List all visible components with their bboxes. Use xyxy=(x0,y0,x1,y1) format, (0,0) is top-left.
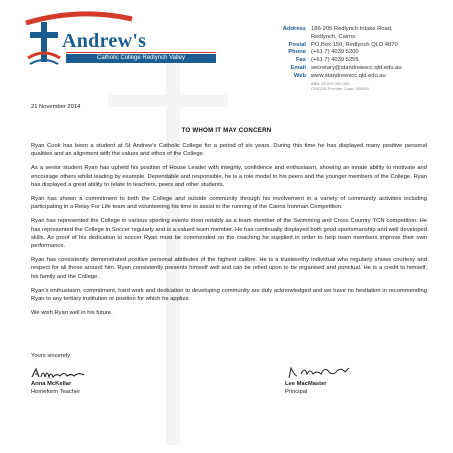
contact-row xyxy=(282,57,452,65)
contact-value: www.standrewscc.qld.edu.au xyxy=(311,72,386,79)
teacher-title: Homeform Teacher xyxy=(31,388,81,395)
contact-value: (+61 7) 4039 5200 xyxy=(311,49,359,56)
college-logo xyxy=(18,6,228,76)
college-name: Andrew's xyxy=(62,30,147,52)
contact-label: Address xyxy=(282,26,306,32)
letter-date: 21 November 2014 xyxy=(31,104,81,110)
cross-watermark-horizontal xyxy=(108,95,228,107)
principal-name: Lee MacMaster xyxy=(285,381,327,387)
teacher-name: Anna McKellar xyxy=(31,381,72,387)
body-paragraph: Ryan Cook has been a student at St Andrew's Catholic College for a period of six years. During this time he has displayed many positive personal qualities and an alignment with the values and ethos of the College. xyxy=(31,143,427,158)
cross-emblem-icon xyxy=(26,20,62,66)
body-paragraph: Ryan has consistently demonstrated positive personal attributes of the highest calibre. He is a trustworthy individual who regularly shows courtesy and respect for all those around him. Ryan consistently presents himself well and can be relied upon to be organised and punctual. He is a credit to himself, his family and the College. xyxy=(31,257,427,280)
contact-block xyxy=(282,26,452,91)
contact-row xyxy=(282,49,452,57)
body-paragraph: Ryan's enthusiasm, commitment, hard work and dedication to developing community are duly acknowledged and we have no hesitation in recommending Ryan to any tertiary institution or position for which he applies. xyxy=(31,287,427,303)
contact-label: Email xyxy=(290,64,306,71)
contact-value: secretary@standrewscc.qld.edu.au xyxy=(311,64,402,71)
contact-row xyxy=(282,73,452,81)
principal-signature-icon xyxy=(285,362,355,382)
abn-fine-print: ABN: 00 000 000 000 xyxy=(311,80,350,86)
letter-subject: TO WHOM IT MAY CONCERN xyxy=(181,127,272,134)
body-paragraph: We wish Ryan well in his future. xyxy=(31,310,113,317)
contact-row xyxy=(282,65,452,73)
contact-row xyxy=(282,42,452,50)
contact-label: Fax xyxy=(296,57,306,64)
contact-row xyxy=(282,34,452,42)
body-paragraph: Ryan has represented the College in various sporting events most notably as a team member of the Swimming and Cross Country TCN competition. He has represented the College in Soccer regularly and is a valued team member. He has continually displayed both good sportsmanship and well developed skills. As proof of his dedication to soccer Ryan must be commended on the coaching he supplied in order to help team members improve their own performance. xyxy=(31,218,427,250)
contact-label: Postal xyxy=(288,41,306,48)
contact-value: Redlynch, Cairns xyxy=(311,33,356,40)
college-subtitle: Catholic College Redlynch Valley xyxy=(66,54,216,63)
letter-closing: Yours sincerely xyxy=(31,353,71,359)
contact-value: (+61 7) 4039 5255 xyxy=(311,57,359,64)
principal-signatory xyxy=(285,381,327,396)
contact-value: 186-205 Redlynch Intake Road, xyxy=(311,26,393,32)
logo-underline xyxy=(66,52,216,53)
contact-label xyxy=(282,34,306,42)
teacher-signature-icon xyxy=(30,365,90,381)
contact-label: Web xyxy=(293,72,306,79)
contact-value: PO Box 150, Redlynch QLD 4870 xyxy=(311,41,398,48)
principal-title: Principal xyxy=(285,388,308,395)
body-paragraph: As a senior student Ryan has upheld his position of House Leader with integrity, confidence and enthusiasm, showing an innate ability to motivate and encourage others whilst leading by example. Dependable and responsible, he is a role model to his peers and the younger members of the College. Ryan has displayed a great ability to relate to teachers, peers and other students. xyxy=(31,165,427,188)
cricos-fine-print: CRICOS Provider Code: 000000 xyxy=(311,85,369,91)
teacher-signatory xyxy=(31,381,80,396)
body-paragraph: Ryan has shown a commitment to both the College and outside community through his involvement in a variety of community activities including participating in a Relay For Life team and volunteering his time to assist in the running of the Cairns Ironman Competition. xyxy=(31,196,427,211)
contact-label: Phone xyxy=(288,49,306,56)
letter-body xyxy=(31,142,427,323)
contact-row xyxy=(282,26,452,34)
